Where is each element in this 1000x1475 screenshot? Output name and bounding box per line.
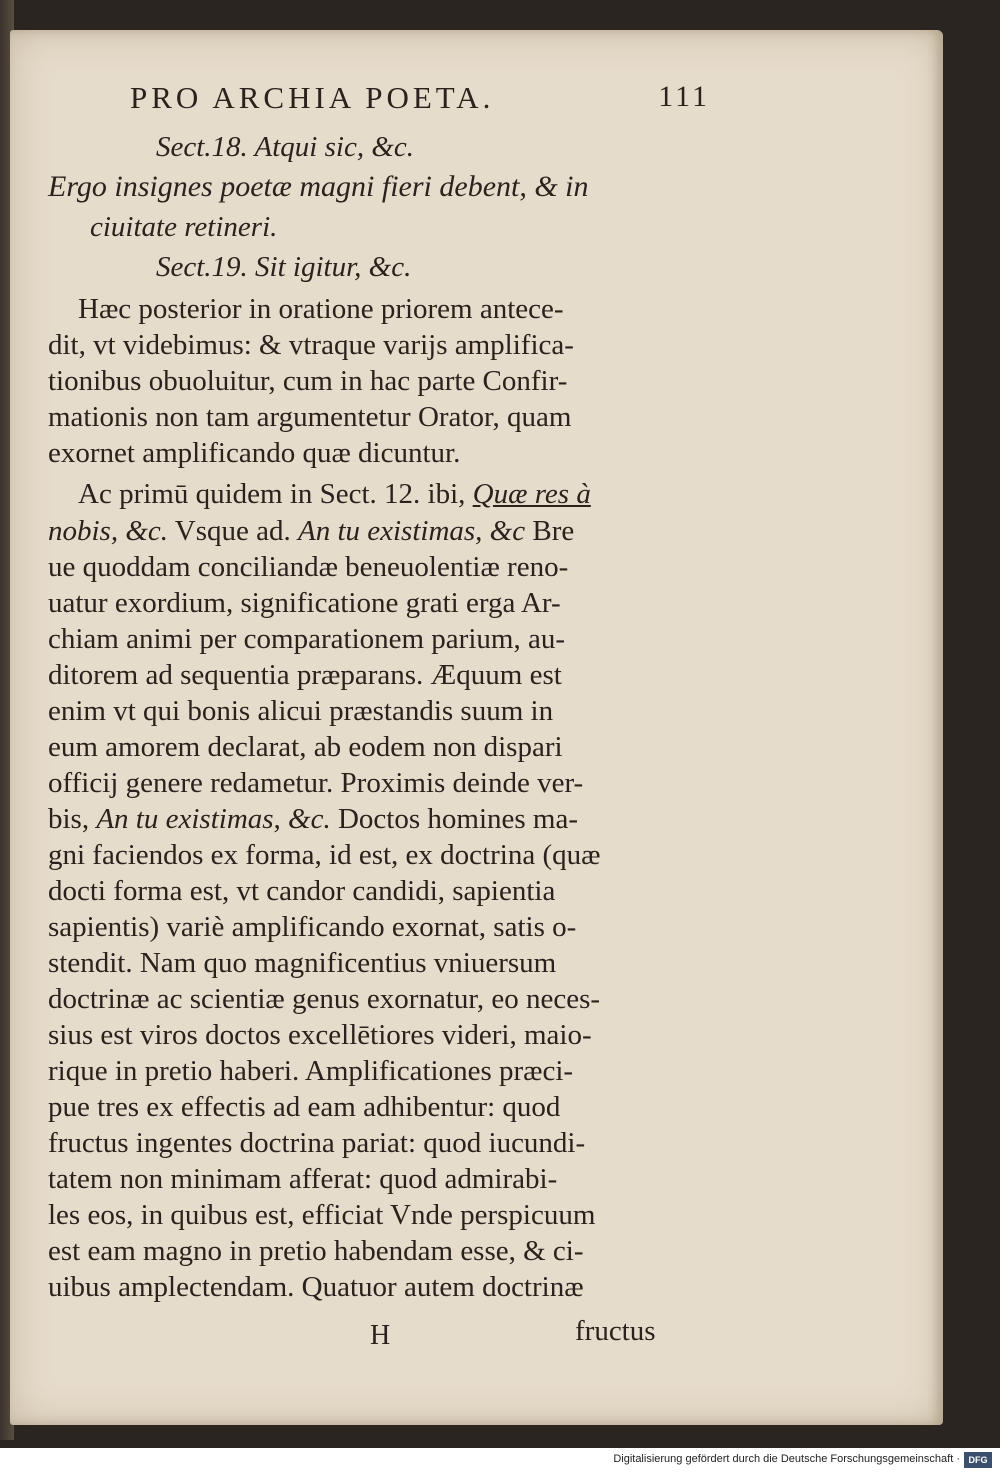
text-line: enim vt qui bonis alicui præstandis suum in xyxy=(48,695,554,727)
text-line: sapientis) variè amplificando exornat, satis o- xyxy=(48,911,577,943)
text-line: tatem non minimam afferat: quod admirabi- xyxy=(48,1163,558,1195)
signature-mark: H xyxy=(370,1320,391,1351)
text-line: chiam animi per comparationem parium, au- xyxy=(48,623,565,655)
text-line: est eam magno in pretio habendam esse, & ci- xyxy=(48,1235,584,1267)
catchword: fructus xyxy=(575,1315,656,1347)
text-line: ciuitate retineri. xyxy=(90,211,278,243)
page-number: 111 xyxy=(658,80,710,113)
book-page xyxy=(10,30,943,1425)
text-line xyxy=(78,477,591,511)
text-line: officij genere redametur. Proximis deinde ver- xyxy=(48,767,584,799)
text-line: sius est viros doctos excellētiores videri, maio- xyxy=(48,1019,592,1051)
text-line: uatur exordium, significatione grati erga Ar- xyxy=(48,587,561,619)
text-line: Sect.19. Sit igitur, &c. xyxy=(156,251,412,283)
text-line: docti forma est, vt candor candidi, sapientia xyxy=(48,875,556,907)
text-line: Ergo insignes poetæ magni fieri debent, & in xyxy=(48,170,589,203)
running-title: PRO ARCHIA POETA. xyxy=(130,80,495,115)
text-line: Sect.18. Atqui sic, &c. xyxy=(156,131,414,163)
text-line xyxy=(48,514,574,548)
citation-span: An tu existimas, &c xyxy=(297,515,526,547)
text-span: Ac primū quidem in Sect. 12. ibi, xyxy=(78,478,473,510)
text-line: dit, vt videbimus: & vtraque varijs amplifica- xyxy=(48,329,574,361)
text-span: Vsque ad. xyxy=(168,515,298,547)
text-line: uibus amplectendam. Quatuor autem doctrinæ xyxy=(48,1271,584,1303)
text-line: tionibus obuoluitur, cum in hac parte Confir- xyxy=(48,365,568,397)
text-line: ditorem ad sequentia præparans. Æquum est xyxy=(48,659,562,691)
text-line: ue quoddam conciliandæ beneuolentiæ reno- xyxy=(48,551,569,583)
text-line: rique in pretio haberi. Amplificationes præci- xyxy=(48,1055,574,1087)
text-line: exornet amplificando quæ dicuntur. xyxy=(48,437,461,469)
running-head xyxy=(130,80,710,124)
text-span: Bre xyxy=(525,515,575,547)
dfg-logo-icon: DFG xyxy=(964,1452,992,1468)
text-line: Hæc posterior in oratione priorem antece- xyxy=(78,293,564,325)
footer-credit: Digitalisierung gefördert durch die Deutsche Forschungsgemeinschaft · xyxy=(613,1453,960,1465)
text-line: fructus ingentes doctrina pariat: quod iucundi- xyxy=(48,1127,586,1159)
footer-bar xyxy=(0,1448,1000,1475)
text-line: stendit. Nam quo magnificentius vniuersum xyxy=(48,947,557,979)
text-line: gni faciendos ex forma, id est, ex doctrina (quæ xyxy=(48,839,601,871)
text-line: doctrinæ ac scientiæ genus exornatur, eo neces- xyxy=(48,983,601,1015)
text-line: mationis non tam argumentetur Orator, quam xyxy=(48,401,572,433)
text-line xyxy=(48,802,578,836)
citation-span: nobis, &c. xyxy=(48,515,169,547)
citation-span: Quæ res à xyxy=(472,478,591,510)
text-line: pue tres ex effectis ad eam adhibentur: quod xyxy=(48,1091,561,1123)
text-line: eum amorem declarat, ab eodem non dispari xyxy=(48,731,563,763)
text-span: Doctos homines ma- xyxy=(330,803,578,835)
text-span: bis, xyxy=(48,803,97,835)
text-line: les eos, in quibus est, efficiat Vnde perspicuum xyxy=(48,1199,596,1231)
citation-span: An tu existimas, &c. xyxy=(96,803,331,835)
